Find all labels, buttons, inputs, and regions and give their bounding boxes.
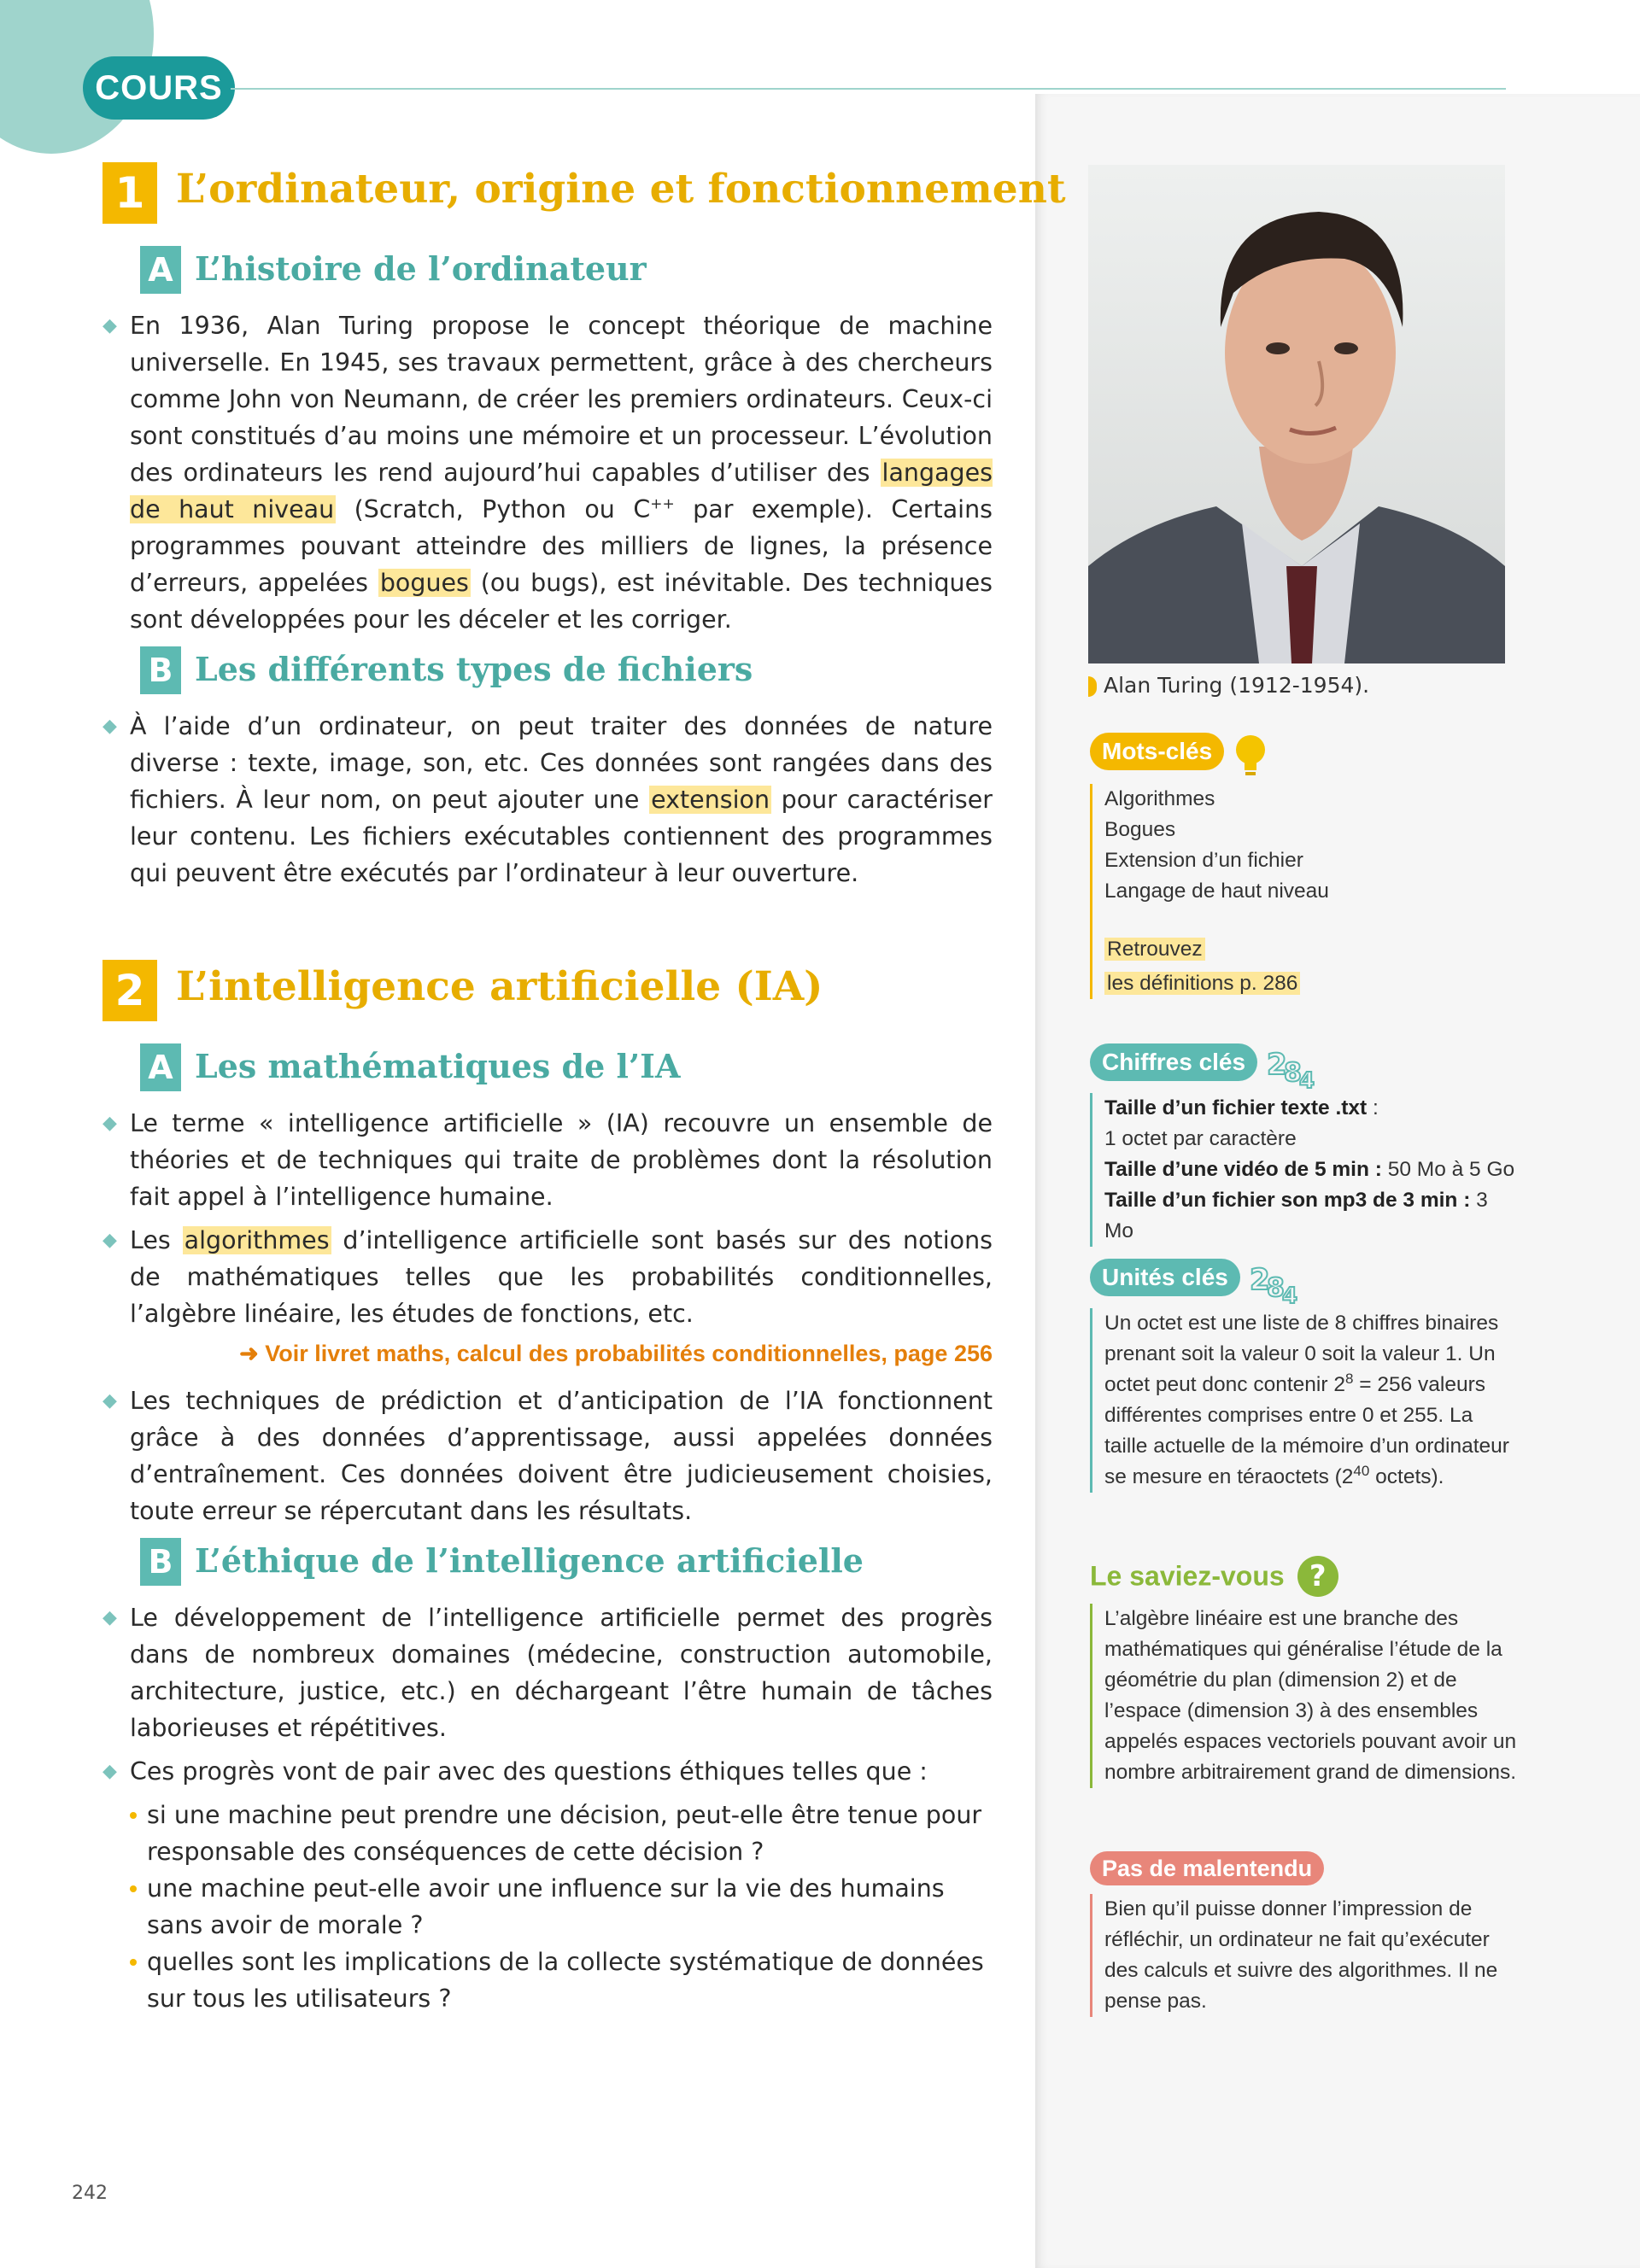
chiffres-cles-content: [1090, 1093, 1517, 1247]
keyword-highlight: langages de haut niveau: [130, 459, 993, 523]
unites-cles-box: [1090, 1259, 1517, 1493]
mots-cles-label: Mots-clés: [1090, 733, 1224, 770]
ethics-question-list: [130, 1797, 993, 2017]
svg-text:2: 2: [1267, 1048, 1287, 1082]
section-1-heading: [102, 162, 1066, 231]
paragraph-ethics-questions: ◆ Ces progrès vont de pair avec des questions éthiques telles que :: [102, 1753, 993, 1790]
list-item: une machine peut-elle avoir une influence sur la vie des humains sans avoir de morale ?: [130, 1870, 993, 1944]
math-booklet-link[interactable]: ➜ Voir livret maths, calcul des probabilités conditionnelles, page 256: [239, 1341, 993, 1366]
subsection-title: L’éthique de l’intelligence artificielle: [195, 1541, 864, 1580]
chiffres-cles-label: Chiffres clés: [1090, 1043, 1257, 1081]
page-number: 242: [72, 2183, 108, 2204]
keyword-highlight: algorithmes: [184, 1226, 330, 1254]
chiffres-cles-box: [1090, 1043, 1517, 1247]
numbers-icon: [1248, 1259, 1301, 1306]
lightbulb-icon: [1233, 733, 1268, 780]
alan-turing-portrait: [1088, 165, 1505, 663]
unites-cles-content: Un octet est une liste de 8 chiffres binaires prenant soit la valeur 0 soit la valeur 1. Un octet peut donc contenir $2^8 = 256$ valeurs différentes comprises entre 0 et 255. La taille actuelle de la mémoire d’un ordinateur se mesure en téraoctets ($2^{40}$ octets).: [1090, 1308, 1517, 1493]
paragraph-files: ◆ À l’aide d’un ordinateur, on peut traiter des données de nature diverse : texte, image, son, etc. Ces données sont rangées dans des fichiers. À leur nom, on peut ajouter une extension pour caractériser leur contenu. Les fichiers exécutables contiennent des programmes qui peuvent être exécutés par l’ordinateur à leur ouverture.: [102, 708, 993, 891]
question-icon: ?: [1297, 1556, 1338, 1597]
keyword-item: Bogues: [1104, 818, 1176, 841]
list-item: quelles sont les implications de la collecte systématique de données sur tous les utilisateurs ?: [130, 1944, 993, 2017]
stat-line: Taille d’un fichier texte .txt :: [1104, 1096, 1379, 1119]
saviez-vous-box: [1090, 1556, 1517, 1788]
numbers-icon: [1265, 1043, 1318, 1091]
paragraph-ia-definition: ◆ Le terme « intelligence artificielle » (IA) recouvre un ensemble de théories et de techniques qui traite de problèmes dont la résolution fait appel à l’intelligence humaine.: [102, 1105, 993, 1215]
paragraph-ethics-progress: ◆ Le développement de l’intelligence artificielle permet des progrès dans de nombreux domaines (médecine, construction automobile, architecture, justice, etc.) en déchargeant l’être humain de tâches laborieuses et répétitives.: [102, 1599, 993, 1746]
stat-line: Taille d’un fichier son mp3 de 3 min : 3 Mo: [1104, 1189, 1488, 1242]
svg-text:4: 4: [1281, 1283, 1298, 1306]
svg-text:2: 2: [1249, 1263, 1270, 1297]
subsection-title: L’histoire de l’ordinateur: [195, 249, 647, 288]
paragraph-ia-training: ◆ Les techniques de prédiction et d’anticipation de l’IA fonctionnent grâce à des données d’apprentissage, aussi appelées données d’entraînement. Ces données doivent être judicieusement choisies, toute erreur se répercutant dans les résultats.: [102, 1382, 993, 1529]
section-title: L’intelligence artificielle (IA): [176, 963, 823, 1010]
keyword-item: Langage de haut niveau: [1104, 880, 1329, 903]
subsection-letter: A: [140, 1043, 181, 1091]
subsection-2b-heading: [140, 1538, 993, 1589]
mots-cles-content: [1090, 784, 1517, 999]
mots-cles-box: [1090, 733, 1517, 999]
subsection-2a-heading: [140, 1043, 993, 1095]
arrow-right-icon: ➜: [239, 1341, 266, 1366]
subsection-title: Les mathématiques de l’IA: [195, 1047, 681, 1085]
keyword-highlight: bogues: [379, 569, 469, 597]
svg-text:4: 4: [1299, 1068, 1315, 1091]
keyword-highlight: extension: [651, 786, 770, 814]
stat-line: 1 octet par caractère: [1104, 1127, 1297, 1150]
subsection-title: Les différents types de fichiers: [195, 650, 753, 688]
subsection-1b-heading: [140, 646, 993, 698]
malentendu-box: [1090, 1851, 1517, 2017]
definitions-reference[interactable]: Retrouvez les définitions p. 286: [1104, 929, 1517, 999]
saviez-vous-label: Le saviez-vous: [1090, 1560, 1285, 1592]
paragraph-history: ◆ En 1936, Alan Turing propose le concept théorique de machine universelle. En 1945, ses travaux permettent, grâce à des chercheurs comme John von Neumann, de créer les premiers ordinateurs. Ceux-ci sont constitués d’au moins une mémoire et un processeur. L’évolution des ordinateurs les rend aujourd’hui capables d’utiliser des langages de haut niveau (Scratch, Python ou C++ par exemple). Certains programmes pouvant atteindre des milliers de lignes, la présence d’erreurs, appelées bogues (ou bugs), est inévitable. Des techniques sont développées pour les déceler et les corriger.: [102, 307, 993, 638]
subsection-letter: B: [140, 1538, 181, 1586]
subsection-letter: B: [140, 646, 181, 694]
subsection-letter: A: [140, 246, 181, 294]
svg-text:8: 8: [1266, 1273, 1285, 1303]
main-column: [102, 162, 1066, 2017]
section-title: L’ordinateur, origine et fonctionnement: [176, 166, 1066, 213]
list-item: si une machine peut prendre une décision, peut-elle être tenue pour responsable des conséquences de cette décision ?: [130, 1797, 993, 1870]
photo-caption: Alan Turing (1912-1954).: [1088, 673, 1369, 698]
section-number: 2: [102, 960, 157, 1021]
section-2-heading: [102, 960, 993, 1028]
keyword-item: Algorithmes: [1104, 787, 1215, 810]
header-rule: [231, 88, 1506, 90]
subsection-1a-heading: [140, 246, 993, 297]
keyword-item: Extension d’un fichier: [1104, 849, 1303, 872]
section-number: 1: [102, 162, 157, 224]
cours-badge: COURS: [83, 56, 235, 120]
saviez-vous-content: L’algèbre linéaire est une branche des mathématiques qui généralise l’étude de la géométrie du plan (dimension 2) et de l’espace (dimension 3) à des ensembles appelés espaces vectoriels pouvant avoir un nombre arbitrairement grand de dimensions.: [1090, 1604, 1517, 1788]
malentendu-content: Bien qu’il puisse donner l’impression de réfléchir, un ordinateur ne fait qu’exécuter des calculs et suivre des algorithmes. Il ne pense pas.: [1090, 1894, 1517, 2017]
malentendu-label: Pas de malentendu: [1090, 1851, 1324, 1885]
paragraph-ia-algorithms: ◆ Les algorithmes d’intelligence artificielle sont basés sur des notions de mathématiques telles que les probabilités conditionnelles, l’algèbre linéaire, les études de fonctions, etc.: [102, 1222, 993, 1332]
svg-text:8: 8: [1284, 1058, 1303, 1088]
unites-cles-label: Unités clés: [1090, 1259, 1240, 1296]
stat-line: Taille d’une vidéo de 5 min : 50 Mo à 5 Go: [1104, 1158, 1515, 1181]
